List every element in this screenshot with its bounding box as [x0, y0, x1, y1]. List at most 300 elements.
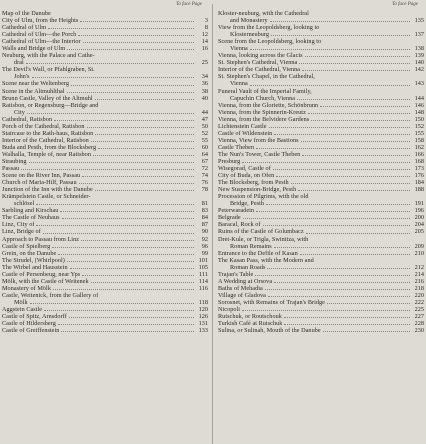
entry-title: St. Stephen's Chapel, in the Cathedral,	[218, 73, 315, 81]
dot-leader	[82, 176, 194, 177]
entry-page-number: 40	[201, 94, 208, 102]
index-entry	[218, 109, 424, 116]
entry-title: Cathedral of Ulm	[2, 24, 47, 32]
dot-leader	[81, 240, 194, 241]
dot-leader	[274, 134, 410, 135]
dot-leader	[266, 204, 410, 205]
entry-page-number: 14	[201, 38, 208, 46]
dot-leader	[300, 254, 410, 255]
entry-title: Scene from the Leopoldsberg, looking to	[218, 38, 322, 46]
entry-page-number: 144	[414, 94, 424, 102]
entry-title: Aggstein Castle	[2, 305, 43, 313]
entry-title: City of Ulm, from the Heights	[2, 17, 79, 25]
index-entry	[2, 257, 208, 264]
entry-title: Entrance to the Defile of Kasan	[218, 249, 298, 257]
entry-title: Roman Roads	[230, 263, 266, 271]
index-entry	[218, 320, 424, 327]
index-entry	[2, 264, 208, 271]
entry-title: The Blocksberg, from Pesth	[218, 179, 289, 187]
entry-page-number: 90	[201, 228, 208, 236]
entry-title: Sulina, or Sulinah, Mouth of the Danube	[218, 327, 321, 335]
index-entry	[2, 299, 208, 306]
index-entry	[218, 278, 424, 285]
entry-page-number: 138	[414, 45, 424, 53]
index-entry	[218, 66, 424, 73]
entry-page-number: 114	[198, 277, 208, 285]
entry-title: Dret-Kule, or Trigla, Swinitza, with	[218, 235, 309, 243]
entry-title: Nicopoli	[218, 305, 241, 313]
dot-leader	[305, 56, 410, 57]
dot-leader	[36, 225, 194, 226]
dot-leader	[297, 99, 410, 100]
index-entry	[218, 123, 424, 130]
dot-leader	[256, 148, 410, 149]
dot-leader	[54, 120, 194, 121]
entry-page-number: 200	[414, 214, 424, 222]
entry-title: Castle of Spielberg	[2, 242, 51, 250]
entry-title: Junction of the Inn with the Danube	[2, 186, 93, 194]
entry-title: schlösel	[14, 200, 35, 208]
dot-leader	[91, 282, 194, 283]
entry-page-number: 184	[414, 179, 424, 187]
index-entry	[218, 88, 424, 95]
dot-leader	[58, 324, 194, 325]
entry-title: Monastery of Mölk	[2, 284, 51, 292]
dot-leader	[306, 233, 410, 234]
entry-title: View from the Leopoldsberg, looking to	[218, 24, 320, 32]
index-entry	[218, 214, 424, 221]
entry-title: Rutschuk, or Routschouk	[218, 313, 282, 321]
entry-page-number: 218	[414, 284, 424, 292]
entry-title: Presburg	[218, 157, 241, 165]
index-entry	[2, 31, 208, 38]
dot-leader	[48, 28, 194, 29]
dot-leader	[256, 211, 410, 212]
dot-leader	[291, 183, 410, 184]
dot-leader	[95, 190, 194, 191]
entry-title: Interior of the Cathedral, Ratisbon	[2, 136, 89, 144]
index-entry	[218, 285, 424, 292]
index-entry	[2, 151, 208, 158]
dot-leader	[83, 42, 194, 43]
index-entry	[218, 299, 424, 306]
dot-leader	[93, 155, 194, 156]
index-entry	[2, 123, 208, 130]
entry-title: Vienna	[230, 45, 248, 53]
dot-leader	[327, 303, 410, 304]
entry-title: Sorosnet, with Remains of Trajan's Bridge	[218, 298, 325, 306]
dot-leader	[60, 211, 194, 212]
entry-title: Cathedral of Ulm—the Porch	[2, 31, 77, 39]
dot-leader	[284, 324, 410, 325]
entry-title: Grein, on the Danube	[2, 249, 57, 257]
entry-title: Wisegorad, Castle of	[218, 165, 271, 173]
index-entry	[2, 236, 208, 243]
index-entry	[2, 45, 208, 52]
entry-title: Interior of the Cathedral, Vienna	[218, 66, 301, 74]
dot-leader	[21, 169, 194, 170]
entry-title: Mölk	[14, 298, 28, 306]
index-entry	[218, 17, 424, 24]
index-entry	[218, 80, 424, 87]
entry-title: The Strudel, (Whirlpool)	[2, 256, 65, 264]
entry-page-number: 83	[201, 207, 208, 215]
dot-leader	[43, 233, 194, 234]
index-entry	[218, 250, 424, 257]
entry-title: Scene in the Altmuhlthal	[2, 87, 65, 95]
entry-title: Castle of Hildersberg	[2, 320, 56, 328]
index-entry	[2, 17, 208, 24]
entry-page-number: 16	[201, 45, 208, 53]
entry-title: New Suspension-Bridge, Pesth	[218, 186, 297, 194]
index-entry	[218, 95, 424, 102]
index-entry	[218, 200, 424, 207]
entry-title: Ruins of the Castle of Golumbacz	[218, 228, 304, 236]
entry-page-number: 230	[414, 327, 424, 335]
index-entry	[2, 116, 208, 123]
dot-leader	[29, 162, 194, 163]
dot-leader	[274, 282, 410, 283]
entry-page-number: 96	[201, 242, 208, 250]
entry-page-number: 99	[201, 249, 208, 257]
dot-leader	[71, 85, 194, 86]
entry-title: City of Buda, on Ofen	[218, 172, 275, 180]
entry-title: Baths of Mehadia	[218, 284, 263, 292]
entry-page-number: 205	[414, 228, 424, 236]
dot-leader	[250, 85, 410, 86]
entry-page-number: 143	[414, 80, 424, 88]
index-entry	[218, 52, 424, 59]
index-entry	[218, 73, 424, 80]
entry-page-number: 209	[414, 242, 424, 250]
dot-leader	[98, 148, 194, 149]
dot-leader	[82, 275, 194, 276]
entry-title: Vienna, View from the Bastions	[218, 136, 299, 144]
dot-leader	[298, 190, 410, 191]
dot-leader	[265, 289, 410, 290]
index-entry	[218, 228, 424, 235]
index-entry	[2, 186, 208, 193]
entry-title: Village of Gladova	[218, 291, 266, 299]
entry-page-number: 34	[201, 73, 208, 81]
entry-page-number: 118	[198, 298, 208, 306]
entry-title: Map of the Danube	[2, 10, 51, 17]
index-entry	[2, 73, 208, 80]
entry-page-number: 135	[414, 17, 424, 25]
entry-page-number: 50	[201, 122, 208, 130]
dot-leader	[269, 127, 410, 128]
entry-title: City	[14, 108, 25, 116]
dot-leader	[30, 303, 194, 304]
index-entry	[2, 306, 208, 313]
entry-page-number: 25	[201, 59, 208, 67]
dot-leader	[62, 218, 194, 219]
dot-leader	[27, 113, 194, 114]
dot-leader	[271, 35, 410, 36]
index-entry	[218, 31, 424, 38]
entry-page-number: 120	[198, 305, 208, 313]
entry-title: Linz, Bridge of	[2, 228, 41, 236]
entry-title: A Wedding at Orsova	[218, 277, 273, 285]
entry-title: Linz, City of	[2, 221, 35, 229]
entry-page-number: 74	[201, 172, 208, 180]
entry-page-number: 60	[201, 143, 208, 151]
dot-leader	[267, 268, 410, 269]
index-entry	[2, 243, 208, 250]
dot-leader	[26, 63, 194, 64]
index-entry	[218, 137, 424, 144]
index-entry	[2, 228, 208, 235]
index-entry	[218, 193, 424, 200]
index-entry	[218, 207, 424, 214]
entry-page-number: 87	[201, 221, 208, 229]
index-entry	[218, 271, 424, 278]
entry-page-number: 152	[414, 122, 424, 130]
entry-title: Castle of Spitz, Arnsdorff	[2, 313, 67, 321]
index-entry	[2, 144, 208, 151]
index-entry	[218, 292, 424, 299]
dot-leader	[263, 225, 410, 226]
entry-page-number: 72	[201, 165, 208, 173]
entry-page-number: 116	[198, 284, 208, 292]
dot-leader	[242, 310, 410, 311]
entry-page-number: 8	[204, 24, 208, 32]
dot-leader	[58, 254, 194, 255]
entry-title: Cathedral, Ratisbon	[2, 115, 53, 123]
index-entry	[2, 221, 208, 228]
entry-title: Walls and Bridge of Ulm	[2, 45, 66, 53]
entry-title: The Kasan Pass, with the Modern and	[218, 256, 314, 264]
entry-title: Funeral Vault of the Imperial Family,	[218, 87, 312, 95]
entry-page-number: 158	[414, 136, 424, 144]
entry-page-number: 150	[414, 115, 424, 123]
entry-title: Mölk, with the Castle of Weitenek	[2, 277, 89, 285]
entry-title: and Monastery	[230, 17, 268, 25]
index-entry	[218, 24, 424, 31]
entry-page-number: 64	[201, 150, 208, 158]
index-entry	[218, 236, 424, 243]
index-entry	[2, 88, 208, 95]
entry-page-number: 216	[414, 277, 424, 285]
index-entry	[2, 80, 208, 87]
entry-page-number: 52	[201, 129, 208, 137]
entry-title: Belgrade	[218, 214, 241, 222]
entry-page-number: 168	[414, 157, 424, 165]
index-entry	[218, 102, 424, 109]
entry-title: Lichtenstein Castle	[218, 122, 267, 130]
dot-leader	[61, 331, 194, 332]
left-entry-list	[2, 10, 208, 334]
entry-page-number: 44	[201, 108, 208, 116]
entry-page-number: 78	[201, 186, 208, 194]
entry-title: Vienna, from the Gloriette, Schönbrunn	[218, 101, 319, 109]
entry-title: Ratisbon, or Regensburg—Bridge and	[2, 101, 99, 109]
entry-title: Vienna, from the Belvidere Gardens	[218, 115, 310, 123]
dot-leader	[270, 21, 410, 22]
index-entry	[2, 102, 208, 109]
index-entry	[2, 207, 208, 214]
dot-leader	[320, 106, 410, 107]
entry-title: Scene near the Weltenberg	[2, 80, 70, 88]
dot-leader	[36, 204, 194, 205]
entry-page-number: 92	[201, 235, 208, 243]
entry-title: Peterwaradein	[218, 207, 255, 215]
entry-page-number: 137	[414, 31, 424, 39]
dot-leader	[323, 331, 410, 332]
entry-page-number: 162	[414, 143, 424, 151]
dot-leader	[284, 317, 410, 318]
entry-title: Church of Maria-Hilf, Passau	[2, 179, 77, 187]
entry-page-number: 222	[414, 298, 424, 306]
entry-page-number: 3	[204, 17, 208, 25]
entry-title: Kloster-neuburg, with the Cathedral	[218, 10, 309, 17]
entry-page-number: 188	[414, 186, 424, 194]
entry-page-number: 12	[201, 31, 208, 39]
dot-leader	[250, 49, 410, 50]
entry-page-number: 176	[414, 172, 424, 180]
dot-leader	[91, 141, 194, 142]
index-entry	[218, 130, 424, 137]
index-entry	[2, 95, 208, 102]
entry-page-number: 220	[414, 291, 424, 299]
entry-page-number: 214	[414, 270, 424, 278]
index-entry	[2, 250, 208, 257]
index-entry	[218, 59, 424, 66]
entry-page-number: 84	[201, 214, 208, 222]
index-entry	[218, 144, 424, 151]
dot-leader	[268, 296, 410, 297]
dot-leader	[308, 113, 410, 114]
entry-title: Castle, Weitenick, from the Gallery of	[2, 291, 99, 299]
entry-page-number: 126	[198, 313, 208, 321]
index-entry	[218, 165, 424, 172]
dot-leader	[255, 275, 410, 276]
entry-page-number: 196	[414, 207, 424, 215]
dot-leader	[79, 183, 194, 184]
index-entry	[2, 193, 208, 200]
index-entry	[218, 158, 424, 165]
entry-title: Bridge, Pesth	[230, 200, 264, 208]
entry-page-number: 131	[198, 320, 208, 328]
dot-leader	[95, 134, 194, 135]
entry-title: dral	[14, 59, 24, 67]
entry-title: Staircase to the Rath-haus, Ratisbon	[2, 129, 94, 137]
dot-leader	[276, 176, 410, 177]
entry-page-number: 140	[414, 59, 424, 67]
dot-leader	[53, 289, 194, 290]
dot-leader	[69, 317, 194, 318]
entry-page-number: 111	[199, 270, 208, 278]
entry-title: Castle of Wildenstein	[218, 129, 273, 137]
entry-title: The Wirbel and Hausstein	[2, 263, 68, 271]
left-column-header: To face Page	[176, 2, 202, 7]
entry-page-number: 210	[414, 249, 424, 257]
entry-title: St. Stephen's Cathedral, Vienna	[218, 59, 298, 67]
entry-page-number: 191	[414, 200, 424, 208]
dot-leader	[52, 247, 194, 248]
index-entry	[2, 38, 208, 45]
entry-title: Brunn Castle, Valley of the Altmuhl	[2, 94, 93, 102]
entry-title: Porch of the Cathedral, Ratisbon	[2, 122, 85, 130]
entry-title: Castle Theben	[218, 143, 255, 151]
index-entry	[218, 257, 424, 264]
entry-page-number: 155	[414, 129, 424, 137]
entry-title: Scene on the River Inn, Passau	[2, 172, 81, 180]
entry-title: Capuchin Church, Vienna	[230, 94, 296, 102]
index-entry	[218, 179, 424, 186]
entry-page-number: 67	[201, 157, 208, 165]
entry-title: Sarbling and Kirschau	[2, 207, 59, 215]
dot-leader	[299, 63, 410, 64]
dot-leader	[311, 120, 410, 121]
entry-page-number: 36	[201, 80, 208, 88]
index-entry	[2, 109, 208, 116]
dot-leader	[44, 310, 194, 311]
index-entry	[2, 24, 208, 31]
column-divider	[212, 4, 213, 444]
index-entry	[2, 172, 208, 179]
dot-leader	[95, 99, 194, 100]
index-entry	[2, 320, 208, 327]
index-entry	[2, 130, 208, 137]
entry-title: Straubing	[2, 157, 27, 165]
entry-page-number: 76	[201, 179, 208, 187]
index-entry	[2, 59, 208, 66]
index-entry	[218, 10, 424, 17]
entry-title: Buda and Pesth, from the Blocksberg	[2, 143, 97, 151]
entry-page-number: 105	[198, 263, 208, 271]
index-entry	[2, 179, 208, 186]
entry-page-number: 101	[198, 256, 208, 264]
index-entry	[2, 66, 208, 73]
index-entry	[2, 214, 208, 221]
dot-leader	[242, 162, 410, 163]
index-entry	[2, 285, 208, 292]
entry-page-number: 225	[414, 305, 424, 313]
index-entry	[2, 137, 208, 144]
entry-page-number: 55	[201, 136, 208, 144]
index-entry	[218, 186, 424, 193]
entry-page-number: 146	[414, 101, 424, 109]
entry-page-number: 166	[414, 150, 424, 158]
dot-leader	[243, 218, 410, 219]
right-entry-list	[218, 10, 424, 334]
index-entry	[218, 306, 424, 313]
dot-leader	[67, 49, 194, 50]
index-entry	[2, 52, 208, 59]
entry-title: The Nun's Tower, Castle Theben	[218, 150, 301, 158]
entry-title: Roman Remains	[230, 242, 272, 250]
entry-page-number: 204	[414, 221, 424, 229]
index-entry	[2, 278, 208, 285]
index-entry	[218, 264, 424, 271]
entry-title: Vienna, looking across the Glacis	[218, 52, 303, 60]
entry-title: Castle of Greiffenstein	[2, 327, 60, 335]
entry-title: Castle of Persenbeug, near Yps	[2, 270, 81, 278]
index-entry	[2, 165, 208, 172]
index-entry	[218, 243, 424, 250]
entry-page-number: 81	[201, 200, 208, 208]
entry-page-number: 47	[201, 115, 208, 123]
right-column-header: To face Page	[392, 2, 418, 7]
dot-leader	[67, 92, 194, 93]
index-entry	[218, 172, 424, 179]
index-entry	[2, 313, 208, 320]
index-entry	[218, 327, 424, 334]
dot-leader	[80, 21, 194, 22]
entry-title: John's	[14, 73, 30, 81]
entry-title: Passau	[2, 165, 20, 173]
